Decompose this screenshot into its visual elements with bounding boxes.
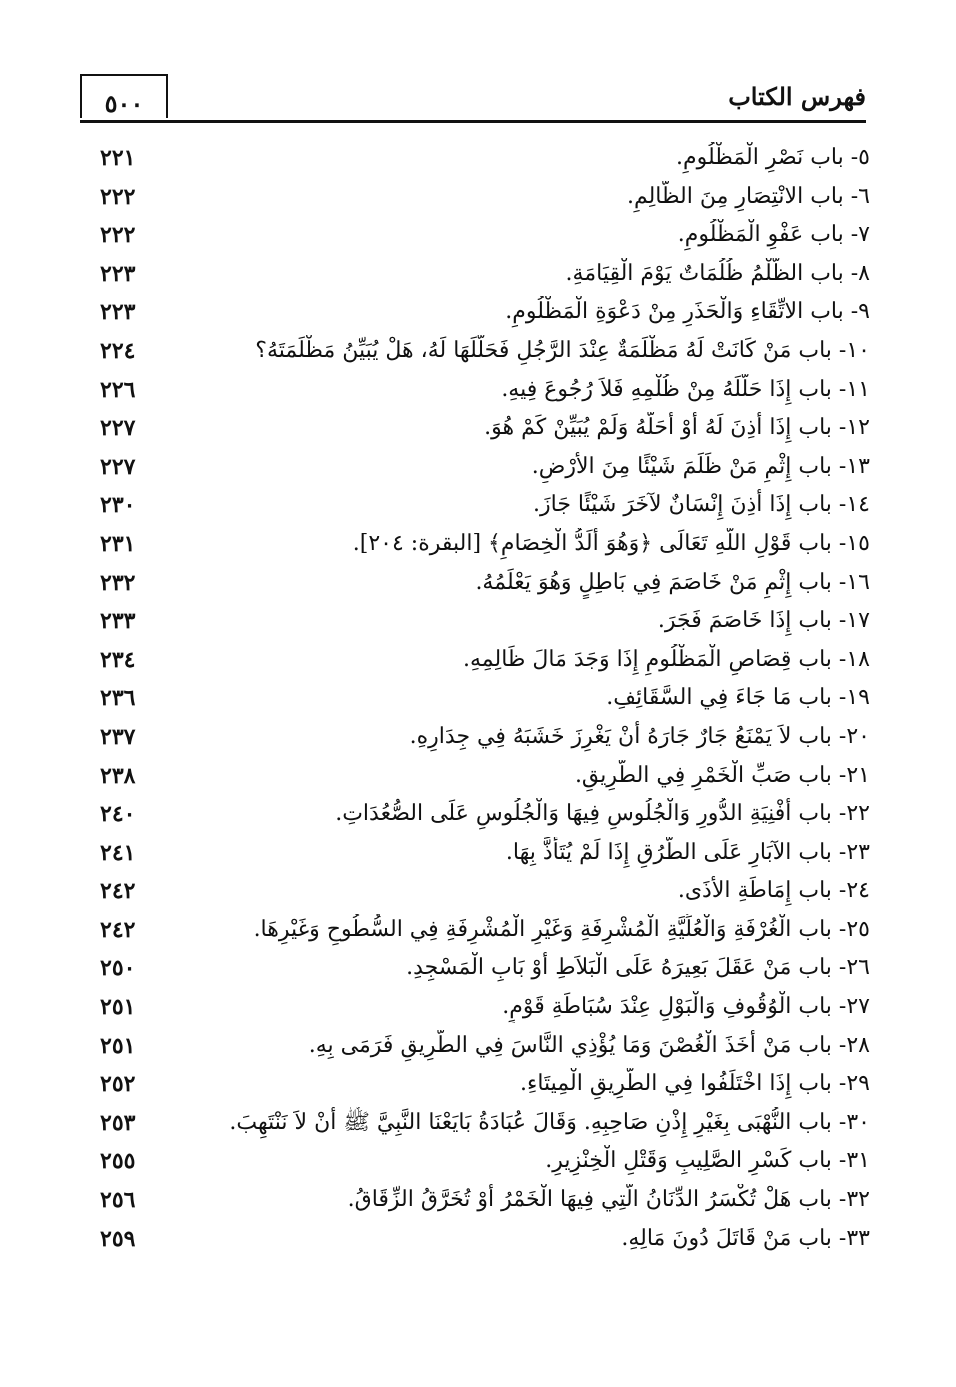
toc-entry bbox=[100, 372, 870, 411]
toc-entry-page: ٢٤٠ bbox=[100, 801, 136, 828]
toc-entry-page: ٢٤٢ bbox=[100, 878, 136, 905]
toc-entry-page: ٢٥٦ bbox=[100, 1187, 136, 1214]
toc-entry bbox=[100, 294, 870, 333]
toc-entry bbox=[100, 1143, 870, 1182]
toc-entry bbox=[100, 1028, 870, 1067]
toc-entry-page: ٢٥٢ bbox=[100, 1071, 136, 1098]
toc-entry-title: ١١- باب إِذَا حَلَّلَهُ مِنْ ظُلْمِهِ فَلاَ رُجُوعَ فِيهِ. bbox=[501, 376, 870, 402]
toc-entry-page: ٢٥٥ bbox=[100, 1148, 136, 1175]
running-title: فهرس الكتاب bbox=[728, 82, 866, 111]
toc-entry bbox=[100, 565, 870, 604]
page-header bbox=[80, 72, 866, 124]
toc-entry-title: ٢٤- باب إِمَاطَةِ الأَذَى. bbox=[677, 878, 870, 904]
toc-entry-page: ٢٣٦ bbox=[100, 685, 136, 712]
toc-entry bbox=[100, 256, 870, 295]
toc-entry-page: ٢٣٨ bbox=[100, 762, 136, 789]
toc-entry-title: ١٣- باب إِثْمِ مَنْ ظَلَمَ شَيْئًا مِنَ الأَرْضِ. bbox=[531, 453, 870, 479]
toc-entry bbox=[100, 140, 870, 179]
toc-entry-title: ٢١- باب صَبِّ الْخَمْرِ فِي الطَّرِيقِ. bbox=[574, 762, 870, 788]
toc-entry-title: ١٠- باب مَنْ كَانَتْ لَهُ مَظْلَمَةٌ عِنْدَ الرَّجُلِ فَحَلَّلَهَا لَهُ، هَلْ يُبَيِّنُ مَظْلَمَتَهُ؟ bbox=[255, 337, 870, 363]
toc-entry-title: ٩- باب الاتِّقَاءِ وَالْحَذَرِ مِنْ دَعْوَةِ الْمَظْلُومِ. bbox=[505, 299, 870, 325]
toc-entry-page: ٢٣٢ bbox=[100, 569, 136, 596]
toc-entry-title: ٢٩- باب إِذَا اخْتَلَفُوا فِي الطَّرِيقِ الْمِيتَاءِ. bbox=[519, 1071, 870, 1097]
toc-entry bbox=[100, 449, 870, 488]
toc-entry bbox=[100, 758, 870, 797]
toc-entry bbox=[100, 179, 870, 218]
toc-entry-page: ٢٢٢ bbox=[100, 183, 136, 210]
toc-entry-title: ٨- باب الظُّلْمُ ظُلُمَاتٌ يَوْمَ الْقِيَامَةِ. bbox=[565, 260, 870, 286]
toc-entry bbox=[100, 835, 870, 874]
toc-entry-page: ٢٣١ bbox=[100, 530, 136, 557]
toc-entry bbox=[100, 603, 870, 642]
toc-entry-page: ٢٢٢ bbox=[100, 222, 136, 249]
toc-entry-title: ٢٢- باب أَفْنِيَةِ الدُّورِ وَالْجُلُوسِ فِيهَا وَالْجُلُوسِ عَلَى الصُّعُدَاتِ. bbox=[335, 801, 870, 827]
toc-entry bbox=[100, 950, 870, 989]
toc-entry-title: ٣١- باب كَسْرِ الصَّلِيبِ وَقَتْلِ الْخِنْزِيرِ. bbox=[545, 1148, 870, 1174]
toc-entry-page: ٢٢٤ bbox=[100, 337, 136, 364]
toc-entry bbox=[100, 873, 870, 912]
toc-entry bbox=[100, 796, 870, 835]
toc-entry-page: ٢٢١ bbox=[100, 145, 136, 171]
toc-entry-title: ١٦- باب إِثْمِ مَنْ خَاصَمَ فِي بَاطِلٍ وَهُوَ يَعْلَمُهُ. bbox=[475, 569, 870, 595]
toc-entry-page: ٢٢٧ bbox=[100, 453, 136, 480]
toc-entry-title: ٣٠- باب النُّهْبَى بِغَيْرِ إِذْنِ صَاحِبِهِ. وَقَالَ عُبَادَةُ بَايَعْنَا النَّبِيَّ ﷺ أَنْ لاَ نَنْتَهِبَ. bbox=[229, 1109, 870, 1135]
toc-entry-title: ٣٣- باب مَنْ قَاتَلَ دُونَ مَالِهِ. bbox=[621, 1225, 870, 1251]
toc-entry-title: ٢٠- باب لاَ يَمْنَعُ جَارٌ جَارَهُ أَنْ يَغْرِزَ خَشَبَهُ فِي جِدَارِهِ. bbox=[409, 723, 870, 749]
toc-entry-page: ٢٣٣ bbox=[100, 608, 136, 635]
page-number-box bbox=[80, 74, 168, 118]
toc-entry bbox=[100, 719, 870, 758]
toc-entry-page: ٢٣٧ bbox=[100, 723, 136, 750]
toc-entry-title: ٢٧- باب الْوُقُوفِ وَالْبَوْلِ عِنْدَ سُبَاطَةِ قَوْمٍ. bbox=[502, 994, 870, 1020]
toc-entry-page: ٢٢٧ bbox=[100, 415, 136, 442]
toc-entry-title: ٥- باب نَصْرِ الْمَظْلُومِ. bbox=[676, 145, 870, 170]
toc-entry-page: ٢٤١ bbox=[100, 839, 136, 866]
toc-entry-title: ٢٦- باب مَنْ عَقَلَ بَعِيرَهُ عَلَى الْبَلاَطِ أَوْ بَابِ الْمَسْجِدِ. bbox=[406, 955, 870, 981]
toc-entry bbox=[100, 526, 870, 565]
toc-entry-title: ٢٨- باب مَنْ أَخَذَ الْغُصْنَ وَمَا يُؤْذِي النَّاسَ فِي الطَّرِيقِ فَرَمَى بِهِ. bbox=[308, 1032, 870, 1058]
toc-entry-title: ٣٢- باب هَلْ تُكْسَرُ الدِّنَانُ الَّتِي فِيهَا الْخَمْرُ أَوْ تُخَرَّقُ الزِّقَاقُ. bbox=[347, 1187, 870, 1213]
toc-entry-page: ٢٣٠ bbox=[100, 492, 136, 519]
toc-entry-page: ٢٤٢ bbox=[100, 916, 136, 943]
table-of-contents bbox=[100, 140, 870, 1259]
toc-entry-page: ٢٥١ bbox=[100, 1032, 136, 1059]
page-number: ٥٠٠ bbox=[104, 89, 144, 118]
toc-entry bbox=[100, 1182, 870, 1221]
toc-entry-title: ١٧- باب إِذَا خَاصَمَ فَجَرَ. bbox=[657, 608, 870, 634]
toc-entry-title: ١٨- باب قِصَاصِ الْمَظْلُومِ إِذَا وَجَدَ مَالَ ظَالِمِهِ. bbox=[463, 646, 870, 672]
toc-entry bbox=[100, 1221, 870, 1260]
toc-entry bbox=[100, 642, 870, 681]
toc-entry-page: ٢٢٦ bbox=[100, 376, 136, 403]
toc-entry bbox=[100, 333, 870, 372]
toc-entry-page: ٢٥٣ bbox=[100, 1109, 136, 1136]
toc-entry-page: ٢٥٩ bbox=[100, 1225, 136, 1252]
toc-entry-page: ٢٣٤ bbox=[100, 646, 136, 673]
toc-entry-page: ٢٥١ bbox=[100, 994, 136, 1021]
toc-entry bbox=[100, 912, 870, 951]
toc-entry-title: ١٢- باب إِذَا أَذِنَ لَهُ أَوْ أَحَلَّهُ وَلَمْ يُبَيِّنْ كَمْ هُوَ. bbox=[484, 415, 870, 441]
toc-entry-title: ١٥- باب قَوْلِ اللَّهِ تَعَالَى ﴿وَهُوَ أَلَدُّ الْخِصَامِ﴾ [البقرة: ٢٠٤]. bbox=[352, 530, 870, 556]
toc-entry-title: ١٤- باب إِذَا أَذِنَ إِنْسَانٌ لآخَرَ شَيْئًا جَازَ. bbox=[533, 492, 870, 518]
toc-entry-title: ٧- باب عَفْوِ الْمَظْلُومِ. bbox=[677, 222, 870, 248]
toc-entry-title: ٦- باب الانْتِصَارِ مِنَ الظَّالِمِ. bbox=[626, 183, 870, 209]
toc-entry-page: ٢٢٣ bbox=[100, 299, 136, 326]
toc-entry bbox=[100, 989, 870, 1028]
header-rule bbox=[80, 120, 866, 123]
toc-entry-page: ٢٥٠ bbox=[100, 955, 136, 982]
toc-entry bbox=[100, 410, 870, 449]
toc-entry-title: ١٩- باب مَا جَاءَ فِي السَّقَائِفِ. bbox=[606, 685, 870, 711]
toc-entry bbox=[100, 1066, 870, 1105]
toc-entry bbox=[100, 217, 870, 256]
toc-entry bbox=[100, 487, 870, 526]
toc-entry bbox=[100, 1105, 870, 1144]
toc-entry-title: ٢٣- باب الآبَارِ عَلَى الطُّرُقِ إِذَا لَمْ يُتَأَذَّ بِهَا. bbox=[505, 839, 870, 865]
toc-entry bbox=[100, 680, 870, 719]
toc-entry-title: ٢٥- باب الْغُرْفَةِ وَالْعُلِّيَّةِ الْمُشْرِفَةِ وَغَيْرِ الْمُشْرِفَةِ فِي السُّطُوحِ وَغَيْرِهَا. bbox=[253, 916, 870, 942]
toc-entry-page: ٢٢٣ bbox=[100, 260, 136, 287]
